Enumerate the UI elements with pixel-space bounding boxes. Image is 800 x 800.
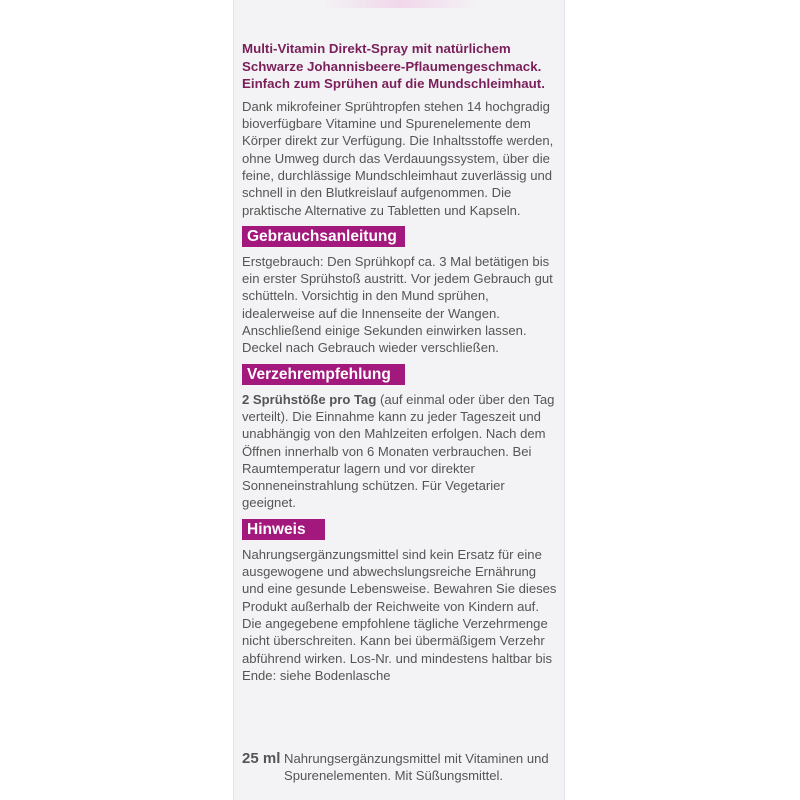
- intro-text: Multi-Vitamin Direkt-Spray mit natürlichem Schwarze Johannisbeere-Pflaumengeschmack. Einfach zum Sprühen auf die Mundschleimhaut.: [242, 41, 545, 92]
- top-accent-strip: [320, 0, 480, 8]
- package-text: [242, 40, 557, 684]
- dosage-amount: 2 Sprühstöße pro Tag: [242, 391, 377, 407]
- dosage-heading: Verzehrempfehlung: [242, 364, 405, 385]
- footer-description: Nahrungsergänzungsmittel mit Vitaminen und Spurenelementen. Mit Süßungsmittel.: [284, 751, 549, 784]
- note-heading: Hinweis: [242, 519, 325, 540]
- dosage-details: (auf einmal oder über den Tag verteilt). Die Einnahme kann zu jeder Tageszeit und unabhängig von den Mahlzeiten erfolgen. Nach dem Öffnen innerhalb von 6 Monaten verbrauchen. Bei Raumtemperatur lagern und vor direkter Sonneneinstrahlung schützen. Für Vegetarier geeignet.: [242, 391, 555, 511]
- package-footer: [242, 750, 557, 785]
- dosage-text: [242, 391, 557, 512]
- usage-heading: Gebrauchsanleitung: [242, 226, 405, 247]
- note-text: Nahrungsergänzungsmittel sind kein Ersatz für eine ausgewogene und abwechslungsreiche Ernährung und eine gesunde Lebensweise. Bewahren Sie dieses Produkt außerhalb der Reichweite von Kindern auf. Die angegebene empfohlene tägliche Verzehrmenge nicht überschreiten. Kann bei übermäßigem Verzehr abführend wirken. Los-Nr. und mindestens haltbar bis Ende: siehe Bodenlasche: [242, 546, 557, 683]
- usage-text: Erstgebrauch: Den Sprühkopf ca. 3 Mal betätigen bis ein erster Sprühstoß austritt. Vor jedem Gebrauch gut schütteln. Vorsichtig in den Mund sprühen, idealerweise auf die Innenseite der Wangen. Anschließend einige Sekunden einwirken lassen. Deckel nach Gebrauch wieder verschließen.: [242, 253, 553, 356]
- volume-label: 25 ml: [242, 750, 281, 767]
- description-text: Dank mikrofeiner Sprühtropfen stehen 14 hochgradig bioverfügbare Vitamine und Spurenelemente dem Körper direkt zur Verfügung. Die Inhaltsstoffe werden, ohne Umweg durch das Verdauungssystem, über die feine, durchlässige Mundschleimhaut zuverlässig und schnell in den Blutkreislauf aufgenommen. Die praktische Alternative zu Tabletten und Kapseln.: [242, 98, 554, 218]
